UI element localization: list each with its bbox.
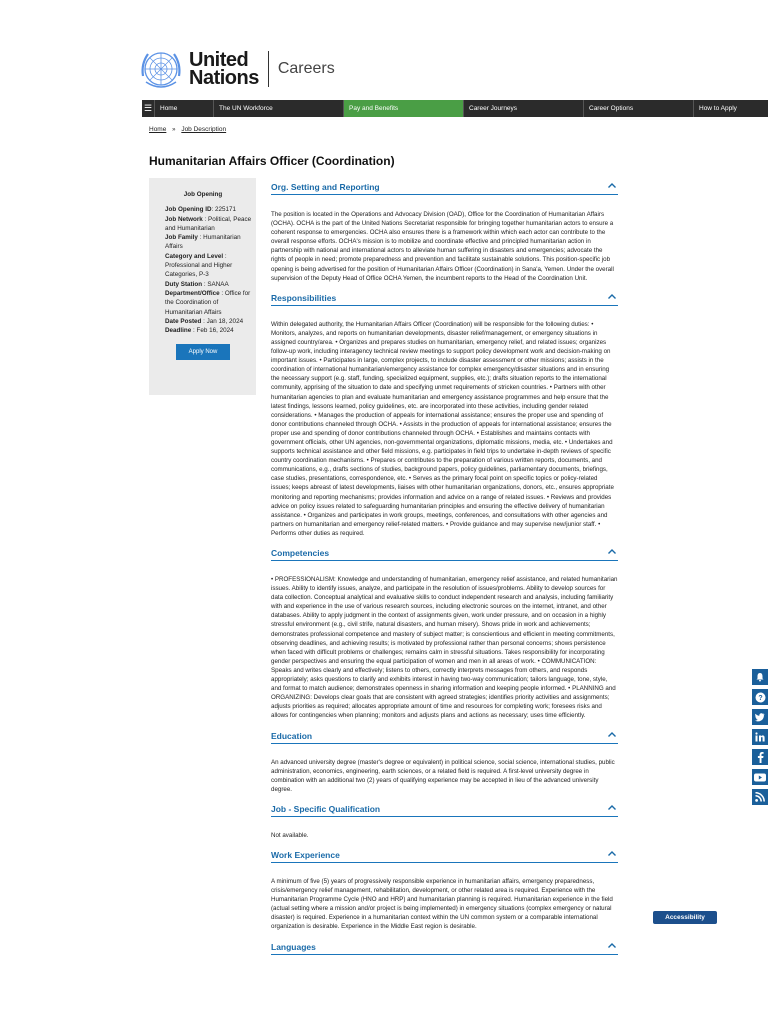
section-work-experience <box>271 848 618 940</box>
section-competencies <box>271 546 618 729</box>
nav-item-un-workforce[interactable]: The UN Workforce <box>213 100 343 117</box>
breadcrumb-home[interactable]: Home <box>149 126 167 133</box>
brand-wordmark[interactable] <box>189 51 259 87</box>
section-body: An advanced university degree (master's degree or equivalent) in political science, social science, international studies, public administration, economics, engineering, earth sciences, or a related field is required. A first-level university degree in combination with an additional two (2) years of qualifying experience may be accepted in lieu of the advanced university degree. <box>271 758 615 793</box>
accessibility-button[interactable]: Accessibility <box>653 911 717 924</box>
category-level: Category and Level : Professional and Higher Categories, P-3 <box>165 252 233 279</box>
section-body: • PROFESSIONALISM: Knowledge and understanding of humanitarian, emergency relief assistance, and related humanitarian issues. Ability to identify issues, analyze, and participate in the resolution of issues/problems. Ability to develop sources for data collection. Conceptual analytical and evaluative skills to conduct independent research and analysis, including familiarity with and experience in the use of various research sources, including electronic sources on the internet, intranet, and other databases. Ability to apply judgment in the context of assignments given, work under pressure, and on occasion in a highly stressful environment (e.g., civil strife, natural disasters, and human misery). Shows pride in work and achievements; demonstrates professional competence and mastery of subject matter; is conscientious and efficient in meeting commitments, observing deadlines, and achieving results; is motivated by professional rather than personal concerns; shows persistence when faced with difficult problems or challenges; remains calm in stressful situations. Takes responsibility for incorporating gender perspectives and ensuring the equal participation of women and men in all areas of work. • COMMUNICATION: Speaks and writes clearly and effectively; listens to others, correctly interprets messages from others, and responds appropriately; asks questions to clarify and exhibits interest in having two-way communication; tailors language, tone, style, and format to match audience; demonstrates openness in sharing information and keeping people informed. • PLANNING and ORGANIZING: Develops clear goals that are consistent with agreed strategies; identifies priority activities and assignments; adjusts priorities as required; allocates appropriate amount of time and resources for completing work; foresees risks and allows for contingencies when planning; monitors and adjusts plans and actions as necessary; uses time efficiently. <box>271 576 618 720</box>
un-emblem-icon[interactable] <box>138 46 184 92</box>
section-education <box>271 729 618 802</box>
deadline: Deadline : Feb 16, 2024 <box>165 327 234 335</box>
apply-now-button[interactable]: Apply Now <box>176 344 230 360</box>
job-summary-panel <box>149 178 256 395</box>
section-header[interactable] <box>271 180 618 195</box>
section-body: Within delegated authority, the Humanitarian Affairs Officer (Coordination) will be responsible for the following duties: • Monitors, analyzes, and reports on humanitarian developments, disaster relief/management, or emergency situations in assigned country/area. • Organizes and prepares studies on humanitarian, emergency relief, and related issues; organizes follow-up work, including interagency technical review meetings to support policy development work and decision-making on important issues. • Participates in large, complex projects, to include disaster assessment or other missions; assists in the coordination of international humanitarian/emergency assistance for complex emergency/disaster situations and in ensuring the necessary support (e.g. staff, funding, specialized equipment, supplies, etc.); drafts situation reports to the international community, apprising of the situation to date and specifying unmet requirements of stricken countries. • Partners with other humanitarian agencies to plan and evaluate humanitarian and emergency assistance programmes and help ensure that the latest findings, lessons learned, policy guidelines, etc. are incorporated into these activities, including gender related considerations. • Manages the production of appeals for international assistance; ensures the proper use and spending of donor contributions channeled through OCHA. • Assists in the production of appeals for international assistance; ensures the proper use and spending of donor contributions channeled through OCHA. • Establishes and maintains contacts with government officials, other UN agencies, non-governmental organizations, diplomatic missions, media, etc. • Undertakes and supports technical assistance and other field missions, e.g. participates in field trips to undertake in-depth reviews of specific country coordination mechanisms. • Prepares or contributes to the preparation of various written reports, documents, and communications, e.g., drafts sections of studies, background papers, policy guidelines, parliamentary documents, briefings, case studies, presentations, correspondence, etc. • Serves as the primary focal point on specific topics or policy-related issues; keeps abreast of latest developments, liaises with other humanitarian organizations, donors, etc., ensures appropriate monitoring and reporting mechanisms; provides information and advice on a range of related issues. • Reviews and provides advice on policy issues related to safeguarding humanitarian principles and ensuring the effective delivery of humanitarian assistance. • Organizes and participates in work groups, meetings, conferences, and consultations with other agencies and partners on humanitarian and emergency relief-related matters. • Provide guidance and may supervise new/junior staff. • Performs other duties as required. <box>271 320 614 537</box>
breadcrumb-separator: » <box>172 127 176 133</box>
section-title: Competencies <box>271 548 330 558</box>
section-header[interactable] <box>271 729 618 744</box>
section-header[interactable] <box>271 546 618 561</box>
brand-line-2: Nations <box>189 67 259 89</box>
section-body: A minimum of five (5) years of progressively responsible experience in humanitarian affairs, emergency preparedness, crisis/emergency relief management, rehabilitation, development, or other related area is required. Experience with the Humanitarian Programme Cycle (HNO and HRP) and humanitarian planning is required. Humanitarian experience in the field (actual setting where a mission and/or project is being implemented) in emergency situations (complex emergency or natural disaster) is required. Experience in a humanitarian context within the UN common system or a comparable international organization is desirable. Experience in the Middle East region is desirable. <box>271 877 613 931</box>
header-divider <box>268 51 269 87</box>
nav-item-home[interactable]: Home <box>154 100 213 117</box>
page-title: Humanitarian Affairs Officer (Coordination) <box>149 154 395 168</box>
chevron-up-icon[interactable] <box>607 941 617 951</box>
duty-station: Duty Station : SANAA <box>165 280 229 288</box>
chevron-up-icon[interactable] <box>607 181 617 191</box>
careers-title[interactable]: Careers <box>277 60 335 77</box>
nav-item-career-journeys[interactable]: Career Journeys <box>463 100 583 117</box>
nav-item-how-to-apply[interactable]: How to Apply <box>693 100 768 117</box>
chevron-up-icon[interactable] <box>607 803 617 813</box>
section-job-specific-qualification <box>271 802 618 848</box>
chevron-up-icon[interactable] <box>607 849 617 859</box>
youtube-icon[interactable] <box>752 769 768 785</box>
section-body: Not available. <box>271 831 309 839</box>
job-description <box>271 180 618 955</box>
svg-text:?: ? <box>757 694 763 702</box>
section-title: Languages <box>271 941 316 952</box>
section-responsibilities <box>271 291 618 546</box>
date-posted: Date Posted : Jan 18, 2024 <box>165 317 244 325</box>
section-body: The position is located in the Operations and Advocacy Division (OAD), Office for the Coordination of Humanitarian Affairs (OCHA). OCHA is the part of the United Nations Secretariat responsible for bringing together humanitarian actors to ensure a coherent response to emergencies. OCHA also ensures there is a framework within which each actor can contribute to the overall response efforts. OCHA's mission is to mobilize and coordinate effective and principled humanitarian action in partnership with national and international actors to alleviate human suffering in disasters and emergencies; advocate the rights of people in need; promote preparedness and prevention and facilitate sustainable solutions. This position-specific job opening is being advertised for the position of Humanitarian Affairs Officer (Coordination) in Sana'a, Yemen. Under the overall supervision of the Deputy Head of Office OCHA Yemen, the incumbent reports to the Head of the Coordination Unit. <box>271 211 614 282</box>
job-family: Job Family : Humanitarian Affairs <box>165 234 241 251</box>
section-org-setting <box>271 180 618 291</box>
notification-bell-icon[interactable] <box>752 669 768 685</box>
help-icon[interactable] <box>752 689 768 705</box>
linkedin-icon[interactable] <box>752 729 768 745</box>
nav-item-pay-benefits[interactable]: Pay and Benefits <box>343 100 463 117</box>
section-title: Job - Specific Qualification <box>271 803 381 814</box>
nav-item-career-options[interactable]: Career Options <box>583 100 693 117</box>
section-title: Education <box>271 730 313 741</box>
facebook-icon[interactable] <box>752 749 768 765</box>
site-header <box>138 48 335 90</box>
department-office: Department/Office : Office for the Coordination of Humanitarian Affairs <box>165 289 251 316</box>
chevron-up-icon[interactable] <box>607 547 617 557</box>
breadcrumb <box>149 126 226 133</box>
section-languages <box>271 940 618 955</box>
chevron-up-icon[interactable] <box>607 730 617 740</box>
hamburger-menu-icon[interactable]: ☰ <box>143 103 153 113</box>
job-opening-id: Job Opening ID: 225171 <box>165 206 237 214</box>
section-title: Work Experience <box>271 849 340 860</box>
section-header[interactable] <box>271 291 618 306</box>
section-header[interactable] <box>271 940 618 955</box>
twitter-icon[interactable] <box>752 709 768 725</box>
section-header[interactable] <box>271 802 618 817</box>
section-title: Responsibilities <box>271 292 337 303</box>
section-title: Org. Setting and Reporting <box>271 182 380 192</box>
main-nav <box>142 100 768 117</box>
job-opening-heading: Job Opening <box>183 191 223 198</box>
section-header[interactable] <box>271 848 618 863</box>
breadcrumb-current[interactable]: Job Description <box>181 126 227 133</box>
brand-line-1: United <box>189 49 249 71</box>
rss-icon[interactable] <box>752 789 768 805</box>
chevron-up-icon[interactable] <box>607 292 617 302</box>
job-network: Job Network : Political, Peace and Humanitarian <box>165 215 252 232</box>
